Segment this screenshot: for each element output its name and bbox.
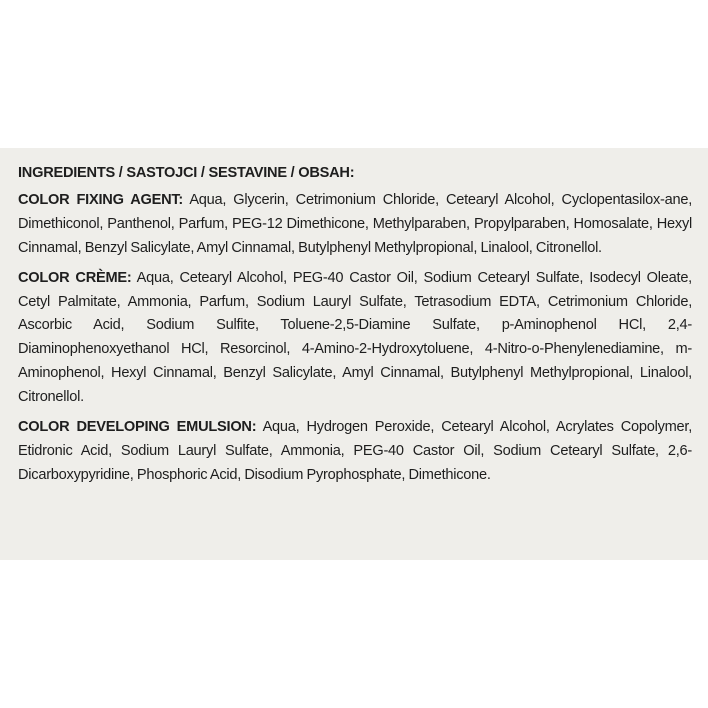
section-ingredients: Aqua, Hydrogen Peroxide, Cetearyl Alcohol, Acrylates Copolymer, Etidronic Acid, Sodium Lauryl Sulfate, Ammonia, PEG-40 Castor Oil, Sodium Cetearyl Sulfate, 2,6-Dicarboxypyridine, Phosphoric Acid, Disodium Pyrophosphate, Dimethicone. <box>18 419 693 483</box>
section-ingredients: Aqua, Cetearyl Alcohol, PEG-40 Castor Oil, Sodium Cetearyl Sulfate, Isodecyl Oleate, Cetyl Palmitate, Ammonia, Parfum, Sodium Lauryl Sulfate, Tetrasodium EDTA, Cetrimonium Chloride, Ascorbic Acid, Sodium Sulfite, Toluene-2,5-Diamine Sulfate, p-Aminophenol HCl, 2,4-Diaminophenoxyethanol HCl, Resorcinol, 4-Amino-2-Hydroxytoluene, 4-Nitro-o-Phenylenediamine, m-Aminophenol, Hexyl Cinnamal, Benzyl Salicylate, Amyl Cinnamal, Butylphenyl Methylpropional, Linalool, Citronellol. <box>18 269 692 406</box>
color-fixing-agent-section <box>18 189 692 261</box>
section-title: COLOR FIXING AGENT: <box>18 191 184 208</box>
section-title: COLOR CRÈME: <box>18 269 132 286</box>
color-developing-emulsion-section <box>18 416 692 488</box>
section-ingredients: Aqua, Glycerin, Cetrimonium Chloride, Cetearyl Alcohol, Cyclopentasilox-ane, Dimethiconol, Panthenol, Parfum, PEG-12 Dimethicone, Methylparaben, Propylparaben, Homosalate, Hexyl Cinnamal, Benzyl Salicylate, Amyl Cinnamal, Butylphenyl Methylpropional, Linalool, Citronellol. <box>18 191 693 256</box>
ingredients-heading: INGREDIENTS / SASTOJCI / SESTAVINE / OBSAH: <box>18 165 355 181</box>
color-creme-section <box>18 267 692 410</box>
ingredients-label <box>0 148 708 560</box>
section-title: COLOR DEVELOPING EMULSION: <box>18 419 257 436</box>
